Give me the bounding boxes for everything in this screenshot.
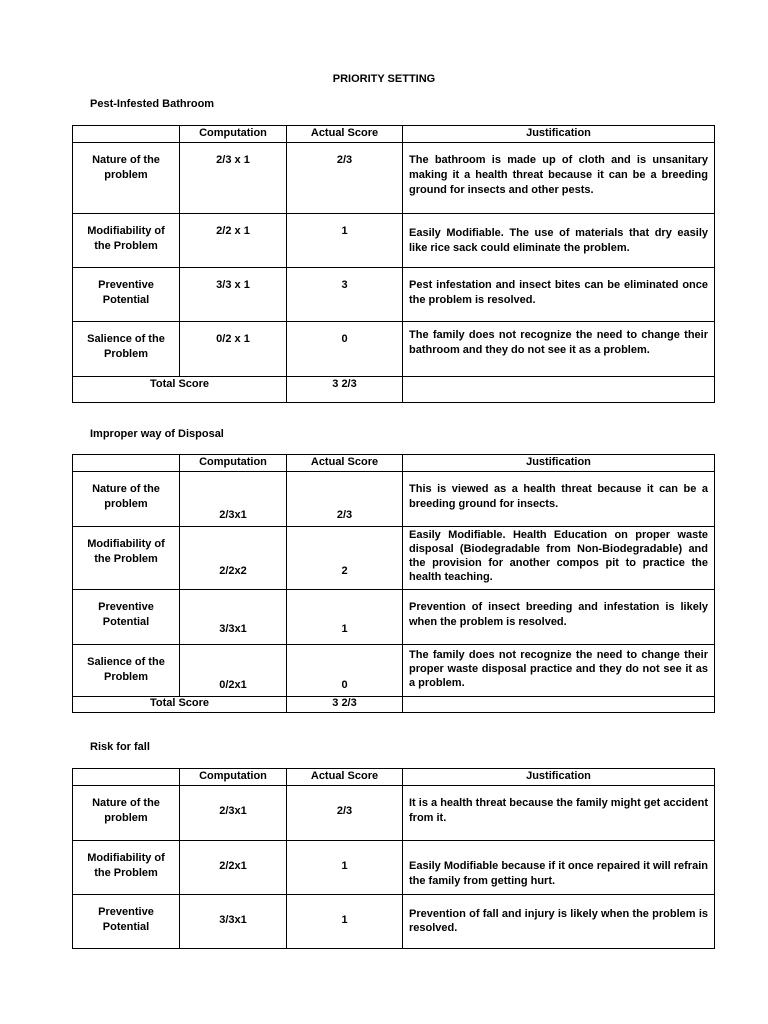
section-title-disposal: Improper way of Disposal: [90, 428, 224, 440]
table-row: [73, 786, 715, 841]
score-cell: 2/3: [287, 472, 403, 527]
table-row: [73, 527, 715, 590]
criterion-cell: Preventive Potential: [73, 590, 180, 645]
header-blank: [73, 126, 180, 143]
computation-cell: 2/2x1: [180, 841, 287, 895]
header-justification: Justification: [403, 126, 715, 143]
priority-table-disposal: [72, 454, 715, 713]
computation-cell: 2/3 x 1: [180, 143, 287, 214]
table-row: [73, 841, 715, 895]
total-row: [73, 377, 715, 403]
criterion-cell: Nature of the problem: [73, 786, 180, 841]
total-label: Total Score: [73, 697, 287, 713]
computation-cell: 0/2x1: [180, 645, 287, 697]
header-actual-score: Actual Score: [287, 126, 403, 143]
header-computation: Computation: [180, 769, 287, 786]
header-actual-score: Actual Score: [287, 455, 403, 472]
table-header-row: [73, 455, 715, 472]
table-row: [73, 472, 715, 527]
score-cell: 1: [287, 895, 403, 949]
header-actual-score: Actual Score: [287, 769, 403, 786]
table-header-row: [73, 769, 715, 786]
score-cell: 1: [287, 841, 403, 895]
table-row: [73, 268, 715, 322]
score-cell: 0: [287, 322, 403, 377]
criterion-cell: Preventive Potential: [73, 895, 180, 949]
criterion-cell: Salience of the Problem: [73, 322, 180, 377]
justification-cell: The bathroom is made up of cloth and is unsanitary making it a health threat because it can be a breeding ground for insects and other pests.: [403, 143, 715, 214]
computation-cell: 0/2 x 1: [180, 322, 287, 377]
total-row: [73, 697, 715, 713]
score-cell: 1: [287, 590, 403, 645]
table-header-row: [73, 126, 715, 143]
criterion-cell: Nature of the problem: [73, 472, 180, 527]
criterion-cell: Preventive Potential: [73, 268, 180, 322]
section-title-fall: Risk for fall: [90, 741, 150, 753]
score-cell: 2: [287, 527, 403, 590]
criterion-cell: Nature of the problem: [73, 143, 180, 214]
score-cell: 3: [287, 268, 403, 322]
score-cell: 2/3: [287, 143, 403, 214]
table-row: [73, 214, 715, 268]
justification-cell: This is viewed as a health threat because it can be a breeding ground for insects.: [403, 472, 715, 527]
priority-table-fall: [72, 768, 715, 949]
computation-cell: 3/3x1: [180, 590, 287, 645]
justification-cell: Pest infestation and insect bites can be eliminated once the problem is resolved.: [403, 268, 715, 322]
total-label: Total Score: [73, 377, 287, 403]
justification-cell: Easily Modifiable. The use of materials that dry easily like rice sack could eliminate the problem.: [403, 214, 715, 268]
table-row: [73, 645, 715, 697]
total-score: 3 2/3: [287, 697, 403, 713]
total-justification-blank: [403, 377, 715, 403]
criterion-cell: Modifiability of the Problem: [73, 841, 180, 895]
header-computation: Computation: [180, 455, 287, 472]
justification-cell: Prevention of insect breeding and infestation is likely when the problem is resolved.: [403, 590, 715, 645]
page-title: PRIORITY SETTING: [332, 73, 436, 85]
header-blank: [73, 455, 180, 472]
computation-cell: 2/2 x 1: [180, 214, 287, 268]
criterion-cell: Modifiability of the Problem: [73, 527, 180, 590]
justification-cell: Prevention of fall and injury is likely when the problem is resolved.: [403, 895, 715, 949]
computation-cell: 2/3x1: [180, 786, 287, 841]
priority-table-bathroom: [72, 125, 715, 403]
header-justification: Justification: [403, 455, 715, 472]
justification-cell: The family does not recognize the need to change their proper waste disposal practice and they do not see it as a problem.: [403, 645, 715, 697]
criterion-cell: Modifiability of the Problem: [73, 214, 180, 268]
justification-cell: The family does not recognize the need to change their bathroom and they do not see it as a problem.: [403, 322, 715, 377]
table-row: [73, 590, 715, 645]
table-row: [73, 143, 715, 214]
criterion-cell: Salience of the Problem: [73, 645, 180, 697]
computation-cell: 2/2x2: [180, 527, 287, 590]
computation-cell: 2/3x1: [180, 472, 287, 527]
computation-cell: 3/3x1: [180, 895, 287, 949]
justification-cell: It is a health threat because the family might get accident from it.: [403, 786, 715, 841]
justification-cell: Easily Modifiable. Health Education on proper waste disposal (Biodegradable from Non-Biodegradable) and the provision for another compos pit to practice the health teaching.: [403, 527, 715, 590]
total-score: 3 2/3: [287, 377, 403, 403]
score-cell: 2/3: [287, 786, 403, 841]
score-cell: 1: [287, 214, 403, 268]
section-title-bathroom: Pest-Infested Bathroom: [90, 98, 215, 110]
table-row: [73, 895, 715, 949]
computation-cell: 3/3 x 1: [180, 268, 287, 322]
header-justification: Justification: [403, 769, 715, 786]
header-blank: [73, 769, 180, 786]
table-row: [73, 322, 715, 377]
justification-cell: Easily Modifiable because if it once repaired it will refrain the family from getting hurt.: [403, 841, 715, 895]
header-computation: Computation: [180, 126, 287, 143]
total-justification-blank: [403, 697, 715, 713]
score-cell: 0: [287, 645, 403, 697]
